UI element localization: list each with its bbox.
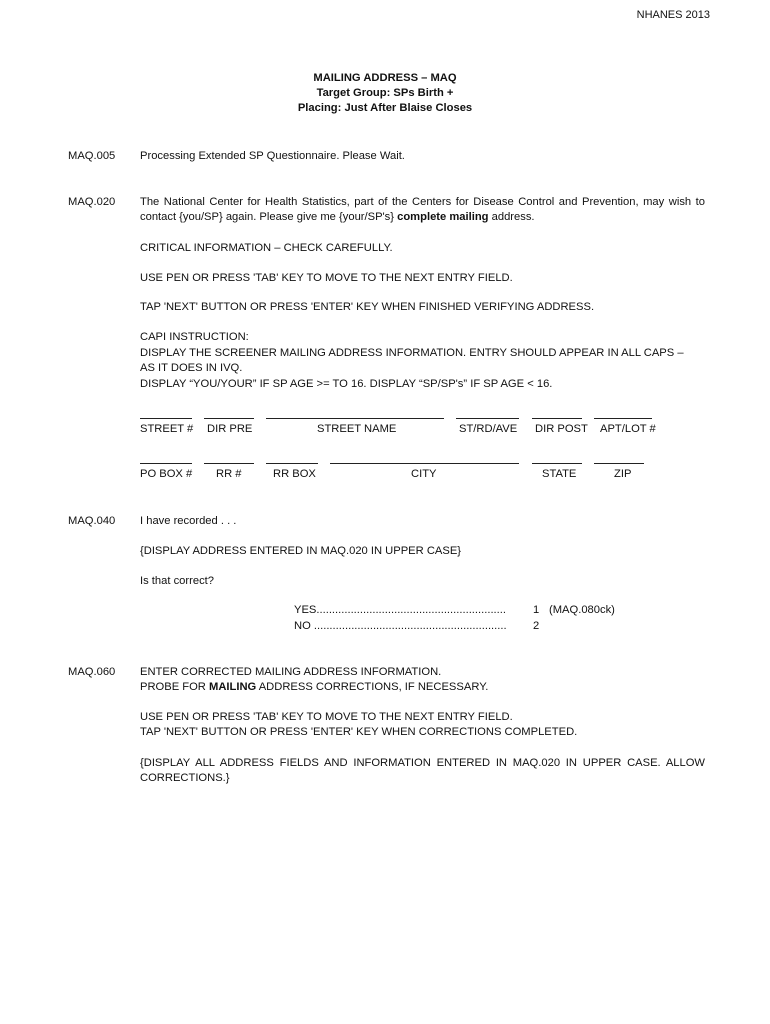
critical-info: CRITICAL INFORMATION – CHECK CAREFULLY. (140, 242, 393, 254)
street-number-field[interactable] (140, 418, 192, 419)
option-yes[interactable] (294, 603, 506, 618)
street-name-field[interactable] (266, 418, 444, 419)
po-box-field[interactable] (140, 463, 192, 464)
capi-line-1: DISPLAY THE SCREENER MAILING ADDRESS INFORMATION. ENTRY SHOULD APPEAR IN ALL CAPS – (140, 347, 684, 359)
street-name-label: STREET NAME (317, 423, 397, 435)
street-number-label: STREET # (140, 423, 194, 435)
document-header: NHANES 2013 (636, 9, 710, 21)
zip-field[interactable] (594, 463, 644, 464)
maq020-text-c: address. (488, 211, 535, 223)
display-address-instruction: {DISPLAY ADDRESS ENTERED IN MAQ.020 IN UPPER CASE} (140, 545, 462, 557)
maq060-tap-instruction: TAP 'NEXT' BUTTON OR PRESS 'ENTER' KEY WHEN CORRECTIONS COMPLETED. (140, 726, 578, 738)
city-field[interactable] (330, 463, 519, 464)
maq060-line-1: ENTER CORRECTED MAILING ADDRESS INFORMATION. (140, 666, 442, 678)
dir-post-label: DIR POST (535, 423, 588, 435)
question-id-maq040: MAQ.040 (68, 515, 116, 527)
state-field[interactable] (532, 463, 582, 464)
question-text-maq020 (140, 195, 705, 225)
zip-label: ZIP (614, 468, 632, 480)
maq020-text-a: The National Center for Health Statistics, part of the Centers for Disease Control and Prevention, may wish to contact {you/SP} again. Please give me {your/SP's} (140, 196, 705, 223)
rr-number-field[interactable] (204, 463, 254, 464)
st-rd-ave-label: ST/RD/AVE (459, 423, 518, 435)
maq060-pen-instruction: USE PEN OR PRESS 'TAB' KEY TO MOVE TO THE NEXT ENTRY FIELD. (140, 711, 513, 723)
capi-line-2: AS IT DOES IN IVQ. (140, 362, 243, 374)
maq060-line-2 (140, 680, 488, 695)
option-yes-code: 1 (533, 604, 540, 616)
rr-box-field[interactable] (266, 463, 318, 464)
question-id-maq005: MAQ.005 (68, 150, 116, 162)
maq060-mailing-emphasis: MAILING (209, 681, 257, 693)
state-label: STATE (542, 468, 577, 480)
capi-line-3: DISPLAY “YOU/YOUR” IF SP AGE >= TO 16. DISPLAY “SP/SP's” IF SP AGE < 16. (140, 378, 553, 390)
question-id-maq020: MAQ.020 (68, 196, 116, 208)
rr-box-label: RR BOX (273, 468, 316, 480)
maq060-line-2a: PROBE FOR (140, 681, 209, 693)
rr-number-label: RR # (216, 468, 242, 480)
pen-instruction: USE PEN OR PRESS 'TAB' KEY TO MOVE TO THE NEXT ENTRY FIELD. (140, 272, 513, 284)
apt-lot-label: APT/LOT # (600, 423, 656, 435)
po-box-label: PO BOX # (140, 468, 193, 480)
question-text-maq040: I have recorded . . . (140, 515, 237, 527)
section-title: MAILING ADDRESS – MAQ (313, 72, 457, 84)
question-id-maq060: MAQ.060 (68, 666, 116, 678)
tap-instruction: TAP 'NEXT' BUTTON OR PRESS 'ENTER' KEY WHEN FINISHED VERIFYING ADDRESS. (140, 301, 595, 313)
apt-lot-field[interactable] (594, 418, 652, 419)
placing: Placing: Just After Blaise Closes (297, 102, 473, 114)
maq060-display-instruction: {DISPLAY ALL ADDRESS FIELDS AND INFORMATION ENTERED IN MAQ.020 IN UPPER CASE. ALLOW CORRECTIONS.} (140, 757, 705, 784)
capi-heading: CAPI INSTRUCTION: (140, 331, 249, 343)
target-group: Target Group: SPs Birth + (316, 87, 454, 99)
option-yes-label: YES............................................................. (294, 604, 506, 616)
option-no[interactable] (294, 619, 507, 634)
option-yes-skip: (MAQ.080ck) (549, 604, 615, 616)
dir-pre-label: DIR PRE (207, 423, 253, 435)
dir-post-field[interactable] (532, 418, 582, 419)
dir-pre-field[interactable] (204, 418, 254, 419)
option-no-code: 2 (533, 620, 540, 632)
question-text-maq005: Processing Extended SP Questionnaire. Please Wait. (140, 150, 405, 162)
maq020-emphasis: complete mailing (397, 211, 489, 223)
st-rd-ave-field[interactable] (456, 418, 519, 419)
option-no-label: NO .............................................................. (294, 620, 507, 632)
city-label: CITY (411, 468, 437, 480)
is-correct-question: Is that correct? (140, 575, 214, 587)
maq060-line-2c: ADDRESS CORRECTIONS, IF NECESSARY. (256, 681, 489, 693)
